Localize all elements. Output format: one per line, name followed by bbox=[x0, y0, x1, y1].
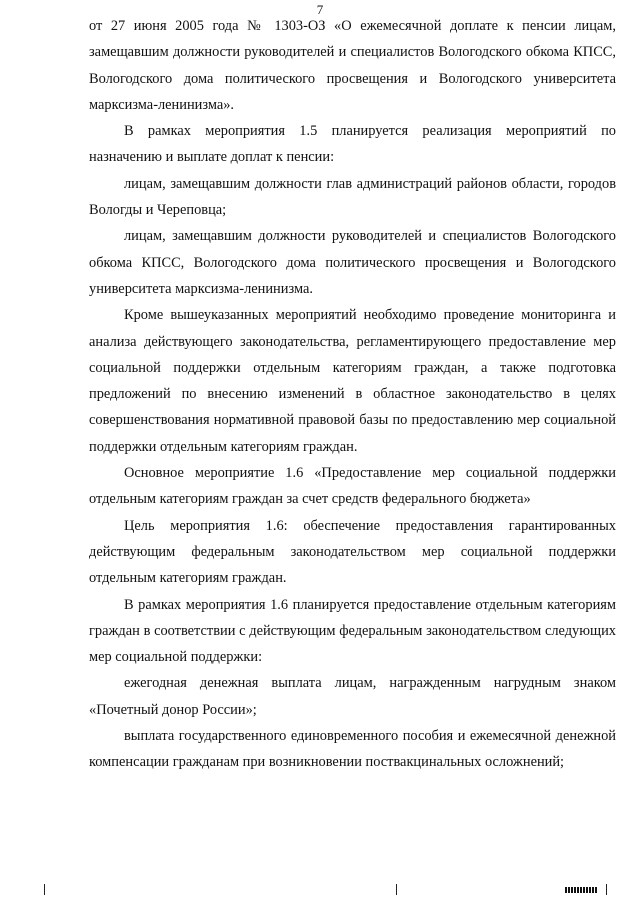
paragraph-law-reference: от 27 июня 2005 года № 1303-ОЗ «О ежемесячной доплате к пенсии лицам, замещавшим должности руководителей и специалистов Вологодского обкома КПСС, Вологодского дома политического просвещения и Вологодского университета марксизма-ленинизма». bbox=[89, 18, 616, 113]
document-body bbox=[89, 13, 616, 776]
scan-edge-mark bbox=[396, 884, 397, 895]
page-number: 7 bbox=[316, 2, 324, 17]
paragraph-list-item-party-staff: лицам, замещавшим должности руководителей и специалистов Вологодского обкома КПСС, Вологодского дома политического просвещения и Вологодского университета марксизма-ленинизма. bbox=[89, 228, 616, 297]
paragraph-main-measure-1-6: Основное мероприятие 1.6 «Предоставление мер социальной поддержки отдельным категориям граждан за счет средств федерального бюджета» bbox=[89, 465, 616, 508]
paragraph-list-item-donor: ежегодная денежная выплата лицам, награжденным нагрудным знаком «Почетный донор России»; bbox=[89, 675, 616, 718]
paragraph-goal-1-6: Цель мероприятия 1.6: обеспечение предоставления гарантированных действующим федеральным законодательством мер социальной поддержки отдельным категориям граждан. bbox=[89, 517, 616, 587]
paragraph-list-item-heads: лицам, замещавшим должности глав администраций районов области, городов Вологды и Череповца; bbox=[89, 175, 616, 219]
paragraph-list-item-vaccine: выплата государственного единовременного пособия и ежемесячной денежной компенсации гражданам при возникновении поствакцинальных осложнений; bbox=[89, 728, 616, 771]
paragraph-measure-1-5: В рамках мероприятия 1.5 планируется реализация мероприятий по назначению и выплате доплат к пенсии: bbox=[89, 123, 616, 166]
scan-edge-mark bbox=[606, 884, 607, 895]
scan-edge-mark bbox=[44, 884, 45, 895]
paragraph-monitoring: Кроме вышеуказанных мероприятий необходимо проведение мониторинга и анализа действующего законодательства, регламентирующего предоставление мер социальной поддержки отдельным категориям граждан, а также подготовка предложений по внесению изменений в областное законодательство в целях совершенствования нормативной правовой базы по предоставлению мер социальной поддержки отдельным категориям граждан. bbox=[89, 307, 616, 455]
paragraph-measure-1-6: В рамках мероприятия 1.6 планируется предоставление отдельным категориям граждан в соответствии с действующим федеральным законодательством следующих мер социальной поддержки: bbox=[89, 596, 616, 666]
barcode-mark bbox=[565, 887, 597, 893]
